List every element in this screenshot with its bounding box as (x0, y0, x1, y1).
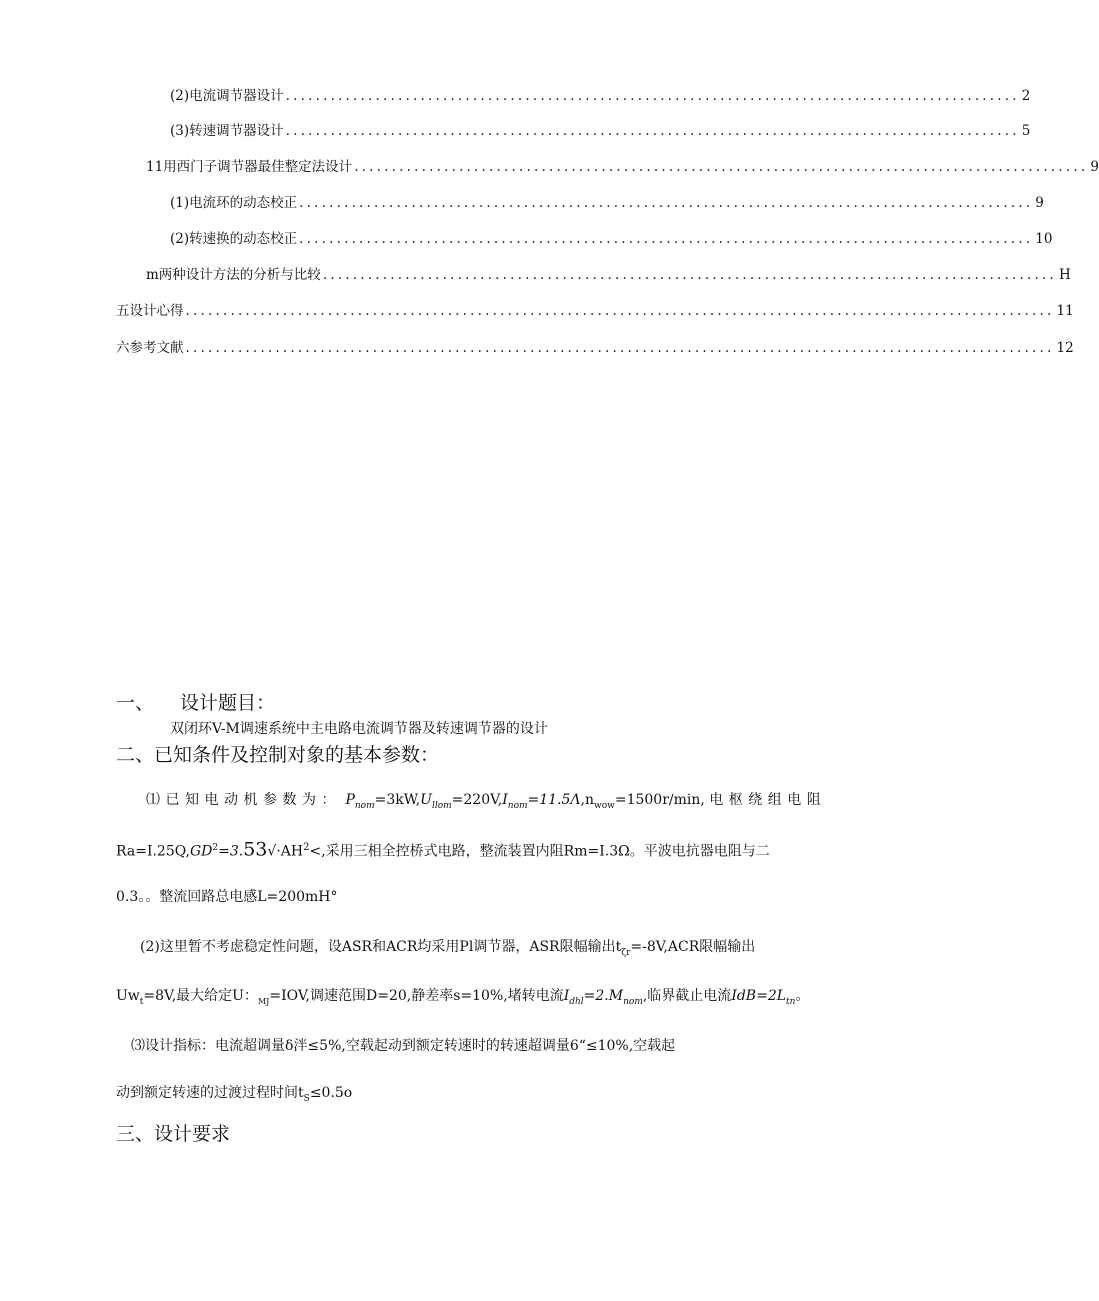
voltage-symbol: U (420, 792, 432, 808)
uw-sub: t (139, 996, 144, 1007)
toc-entry-text: (2)电流调节器设计 (170, 88, 284, 104)
param-tail: 电枢绕组电阻 (709, 792, 827, 808)
cutoff-value: IdB=2L (731, 988, 787, 1004)
power-symbol: P (345, 792, 355, 808)
toc-leader: .................................................................................................. (322, 267, 1057, 283)
toc-entry-text: (2)转速换的动态校正 (170, 231, 298, 247)
toc-entry (170, 86, 1031, 106)
toc-entry-text: 六参考文献 (116, 340, 184, 356)
speed-symbol: ,n (580, 792, 595, 808)
voltage-value: =220V, (451, 792, 503, 808)
current-symbol: I (502, 792, 508, 808)
cutoff-end: 。 (795, 988, 810, 1004)
gd-sup: 2 (212, 843, 219, 853)
power-sub: nom (354, 800, 375, 811)
stall-current-symbol: I (563, 988, 570, 1004)
toc-entry-page: 10 (1035, 231, 1053, 247)
ra-value: Ra=I.25Q, (116, 843, 190, 860)
max-setpoint-sub: MJ (257, 996, 270, 1006)
toc-entry-page: H (1058, 267, 1071, 283)
param-line-1 (146, 790, 826, 816)
param-2-tail: =-8V,ACR限幅输出 (630, 939, 756, 955)
toc-leader: .................................................................................................. (354, 159, 1089, 175)
toc-entry-text: (1)电流环的动态校正 (170, 195, 298, 211)
param-2-text: (2)这里暂不考虑稳定性问题，设ASR和ACR均采用Pl调节器，ASR限幅输出t (140, 939, 622, 955)
param-line-2 (116, 838, 770, 862)
toc-entry (146, 157, 1099, 177)
section-2-heading: 二、已知条件及控制对象的基本参数： (116, 744, 440, 766)
speed-sub: wow (594, 800, 615, 811)
toc-entry (116, 301, 1074, 321)
param-2-sub: ζr (621, 947, 631, 958)
stall-current-sub: dhl (569, 996, 584, 1007)
param-3-line-2 (116, 1083, 352, 1109)
gd-symbol: GD (189, 843, 213, 860)
toc-leader: .................................................................................................................... (185, 303, 1055, 319)
toc-leader: .................................................................................................. (285, 88, 1020, 104)
toc-leader: .................................................................................................. (285, 123, 1020, 139)
toc-entry-page: 2 (1021, 88, 1031, 104)
stall-current-value: =2.M (583, 988, 624, 1004)
param-3-text: 动到额定转速的过渡过程时间t (116, 1085, 304, 1101)
toc-entry-page: 5 (1021, 123, 1031, 139)
toc-leader: .................................................................................................. (299, 195, 1034, 211)
gd-sup2: 2 (303, 842, 310, 853)
cutoff-label: ,临界截止电流 (642, 988, 732, 1004)
param-lead: ⑴已知电动机参数为： (146, 792, 341, 808)
param-2-line-1 (140, 937, 755, 963)
toc-entry-page: 11 (1056, 303, 1074, 319)
power-value: =3kW, (374, 792, 421, 808)
param-line-3: 0.3。。整流回路总电感L=200mH° (116, 889, 338, 905)
toc-entry (170, 229, 1053, 249)
toc-entry-page: 12 (1056, 340, 1074, 356)
gd-radical: √·AH (267, 843, 304, 860)
uw-symbol: Uw (116, 988, 140, 1004)
section-1-subtitle: 双闭环V-M调速系统中主电路电流调节器及转速调节器的设计 (170, 721, 548, 737)
toc-entry (116, 338, 1074, 358)
toc-entry-text: 11用西门子调节器最佳整定法设计 (146, 159, 353, 175)
section-1-number: 一、 (116, 692, 155, 714)
current-sub: nom (507, 800, 528, 811)
toc-entry-text: m两种设计方法的分析与比较 (146, 267, 321, 283)
current-value: =11.5Λ (527, 792, 581, 808)
toc-entry-page: 9 (1090, 159, 1099, 175)
toc-entry-text: (3)转速调节器设计 (170, 123, 284, 139)
section-3-heading: 三、设计要求 (116, 1123, 231, 1145)
section-1-title: 设计题目： (180, 692, 276, 714)
cutoff-sub: tn (786, 996, 796, 1007)
max-setpoint: =8V,最大给定U： (143, 988, 258, 1004)
toc-entry-page: 9 (1035, 195, 1044, 211)
param-line-2-tail: <,采用三相全控桥式电路，整流装置内阻Rm=I.3Ω。平波电抗器电阻与二 (309, 843, 770, 860)
speed-value: =1500r∕min, (614, 792, 705, 808)
stall-current-value-sub: nom (623, 996, 643, 1007)
toc-leader: .................................................................................................. (299, 231, 1034, 247)
param-2-line-2 (116, 986, 809, 1012)
gd-value: =3. (218, 843, 244, 860)
param-3-sub: S (303, 1093, 310, 1104)
param-3-line-1: ⑶设计指标：电流超调量δ泮≤5%,空载起动到额定转速时的转速超调量6“≤10%,空载起 (131, 1038, 676, 1054)
toc-entry (170, 193, 1044, 213)
toc-leader: .................................................................................................................... (185, 340, 1055, 356)
voltage-sub: llom (431, 800, 452, 811)
toc-entry-text: 五设计心得 (116, 303, 184, 319)
gd-big: 53 (243, 838, 268, 861)
toc-entry (170, 121, 1031, 141)
toc-entry (146, 265, 1071, 285)
param-3-tail: ≤0.5o (309, 1085, 353, 1101)
speed-range: =IOV,调速范围D=20,静差率s=10%,堵转电流 (269, 988, 564, 1004)
